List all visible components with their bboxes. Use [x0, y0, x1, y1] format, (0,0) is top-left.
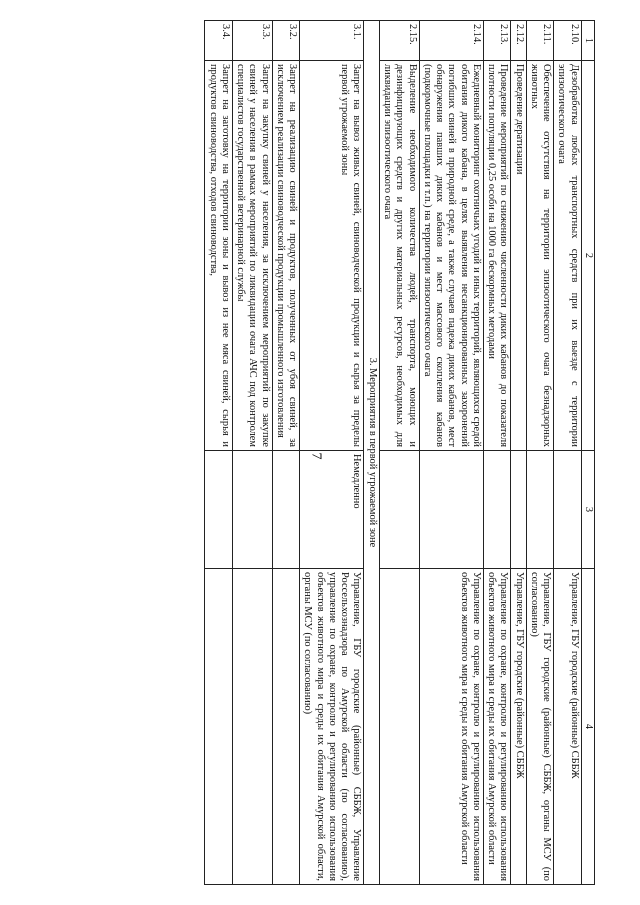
row-responsible: Управление по охране, контролю и регулированию использования объектов животного мира и среды их обитания Амурской области [483, 569, 511, 885]
row-measure: Ежедневный мониторинг охотничьих угодий и иных территорий, являющихся средой обитания дикого кабана, в целях выявления несанкционированных захоронений погибших свиней в природной среде, а также случаев падежа диких кабанов, мест обнаружения павших диких кабанов и мест массового скопления кабанов (подкормочные площадки и т.п.) на территории эпизоотического очага [419, 61, 483, 451]
row-responsible [232, 569, 272, 885]
table-row [272, 21, 300, 885]
row-measure: Дезобработка любых транспортных средств при их выезде с территории эпизоотического очага [554, 61, 582, 451]
row-responsible: Управление, ГБУ городские (районные) СББЖ, Управление Россельхознадзора по Амурской области (по согласованию), управление по охране, контролю и регулированию использования объектов животного мира и среды их обитания Амурской области, органы МСУ (по согласованию) [300, 569, 364, 885]
row-number: 2.15. [379, 21, 419, 61]
table-row [419, 21, 483, 885]
row-measure: Запрет на заготовку на территории зоны и вывоз из нее мяса свиней, сырья и продуктов свиноводства, отходов свиноводства, [205, 61, 233, 451]
rotated-table-block [115, 20, 595, 884]
table-row [300, 21, 364, 885]
row-responsible: Управление, ГБУ городские (районные) СББЖ [511, 569, 526, 885]
table-row [205, 21, 233, 885]
row-responsible: Управление, ГБУ городские (районные) СББЖ [554, 569, 582, 885]
row-term [526, 451, 554, 569]
row-number: 3.4. [205, 21, 233, 61]
page-number: 7 [308, 452, 324, 460]
row-measure: Проведение дератизации [511, 61, 526, 451]
table-row [526, 21, 554, 885]
row-measure: Проведение мероприятий по снижению численности диких кабанов до показателя плотности популяции 0,25 особи на 1000 га бескормных методами [483, 61, 511, 451]
row-term [419, 451, 483, 569]
row-measure: Запрет на реализацию свиней и продуктов, полученных от убоя свиней, за исключением реализации свиноводческой продукции промышленного изготовления [272, 61, 300, 451]
row-responsible: Управление, ГБУ городские (районные) СББЖ, органы МСУ (по согласованию) [526, 569, 554, 885]
header-col-3: 3 [581, 451, 594, 569]
row-responsible [205, 569, 233, 885]
table-row [232, 21, 272, 885]
header-col-4: 4 [581, 569, 594, 885]
row-number: 2.10. [554, 21, 582, 61]
section-title: 3. Мероприятия в первой угрожаемой зоне [364, 21, 379, 885]
row-term: Немедленно [300, 451, 364, 569]
row-number: 3.3. [232, 21, 272, 61]
row-number: 2.13. [483, 21, 511, 61]
row-term [379, 451, 419, 569]
row-term [205, 451, 233, 569]
row-term [232, 451, 272, 569]
row-number: 2.14. [419, 21, 483, 61]
row-measure: Обеспечение отсутствия на территории эпизоотического очага безнадзорных животных [526, 61, 554, 451]
header-col-2: 2 [581, 61, 594, 451]
table-row [379, 21, 419, 885]
row-responsible [272, 569, 300, 885]
row-term [554, 451, 582, 569]
row-responsible [379, 569, 419, 885]
row-measure: Запрет на вывоз живых свиней, свиноводческой продукции и сырья за пределы первой угрожаемой зоны [300, 61, 364, 451]
row-responsible: Управление по охране, контролю и регулированию использования объектов животного мира и среды их обитания Амурской области [419, 569, 483, 885]
row-term [511, 451, 526, 569]
row-term [483, 451, 511, 569]
row-measure: Выделение необходимого количества людей, транспорта, моющих и дезинфицирующих средств и других материальных ресурсов, необходимых для ликвидации эпизоотического очага [379, 61, 419, 451]
row-number: 2.12. [511, 21, 526, 61]
measures-table [204, 20, 595, 885]
table-row [554, 21, 582, 885]
header-row [581, 21, 594, 885]
row-measure: Запрет на закупку свиней у населения, за исключением мероприятий по закупке свиней у населения в рамках мероприятий по ликвидации очага АЧС под контролем специалистов государственной ветеринарной службы [232, 61, 272, 451]
header-col-1: 1 [581, 21, 594, 61]
row-number: 2.11. [526, 21, 554, 61]
row-number: 3.2. [272, 21, 300, 61]
table-row [483, 21, 511, 885]
table-row [511, 21, 526, 885]
row-term [272, 451, 300, 569]
section-row [364, 21, 379, 885]
row-number: 3.1. [300, 21, 364, 61]
